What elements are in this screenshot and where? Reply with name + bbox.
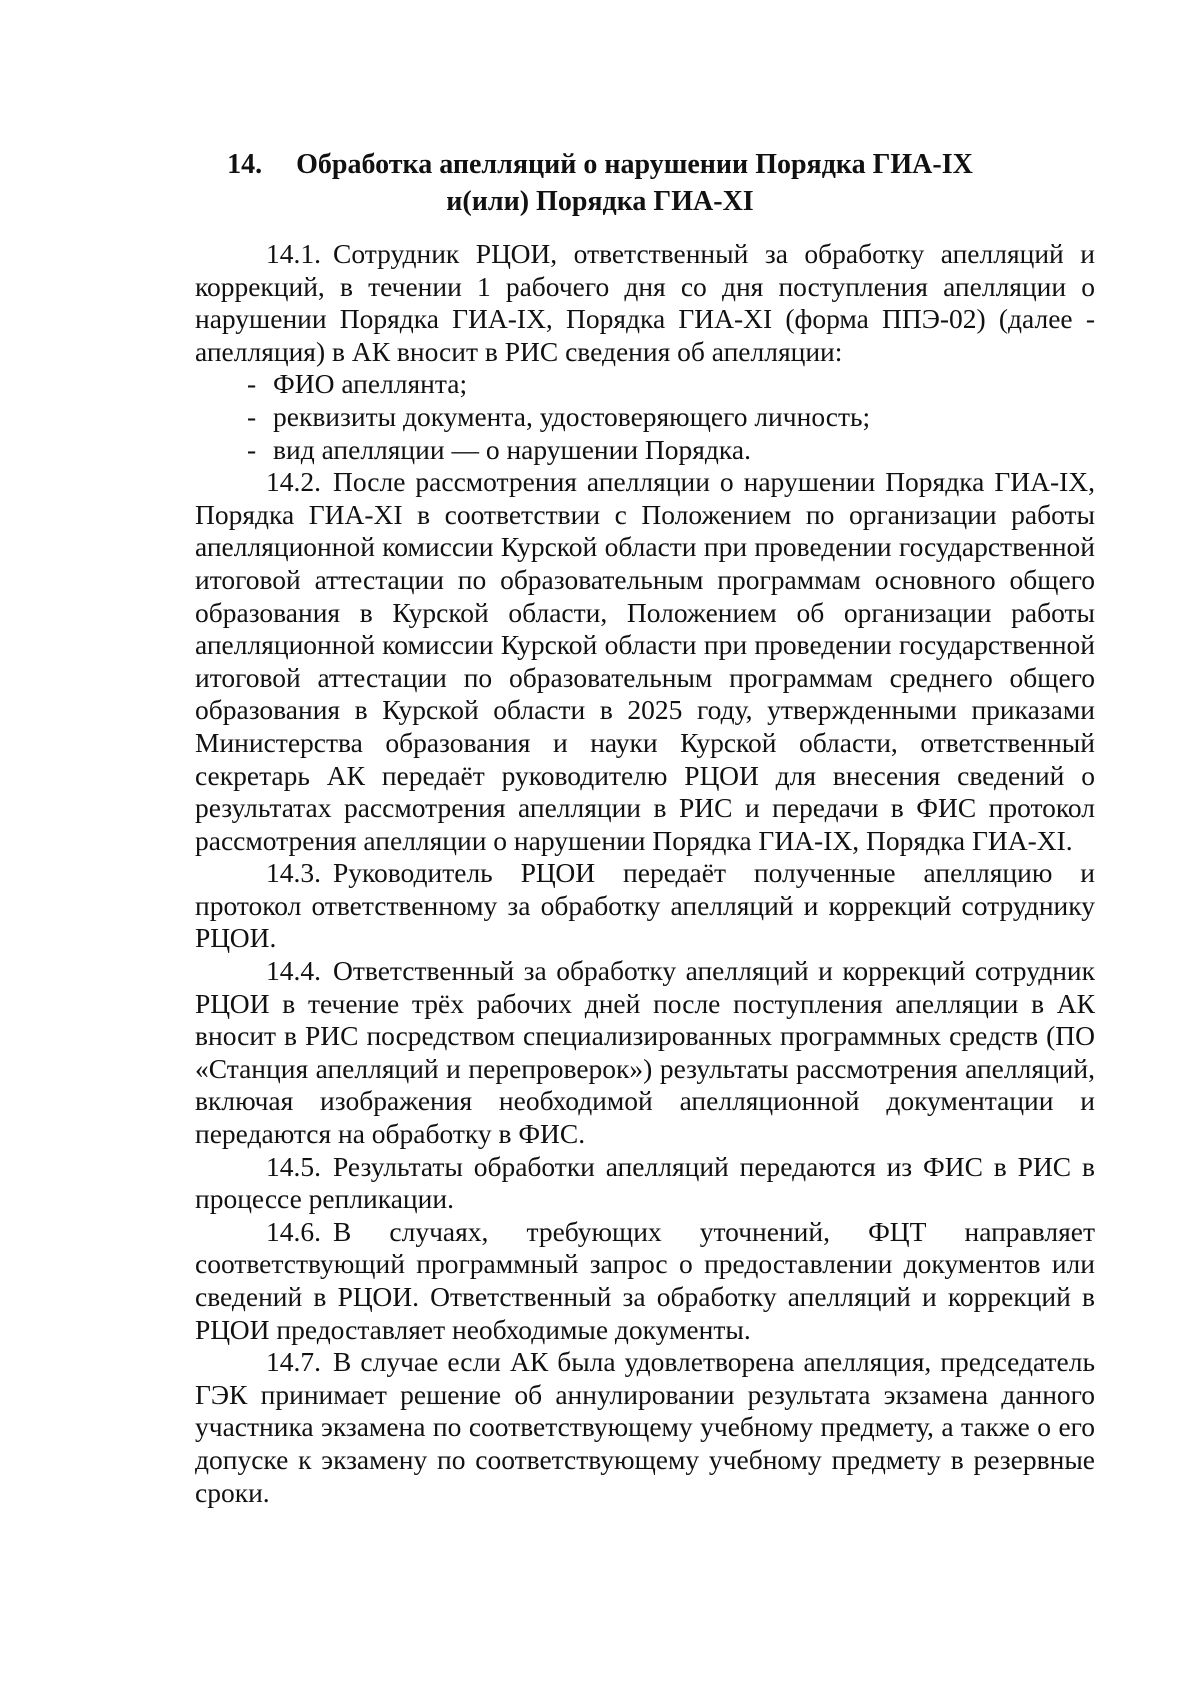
paragraph-number: 14.7. bbox=[266, 1346, 321, 1378]
appeal-info-list bbox=[195, 368, 1095, 466]
paragraph-14-3 bbox=[195, 857, 1095, 955]
heading-line-2: и(или) Порядка ГИА-XI bbox=[446, 186, 754, 217]
paragraph-text: Результаты обработки апелляций передаются из ФИС в РИС в процессе репликации. bbox=[195, 1150, 1095, 1215]
list-item: - ФИО апеллянта; bbox=[247, 368, 468, 400]
paragraph-text: После рассмотрения апелляции о нарушении Порядка ГИА-IX, Порядка ГИА-XI в соответствии с Положением по организации работы апелляционной комиссии Курской области при проведении государственной итоговой аттестации по образовательным программам основного общего образования в Курской области, Положением об организации работы апелляционной комиссии Курской области при проведении государственной итоговой аттестации по образовательным программам среднего общего образования в Курской области в 2025 году, утвержденными приказами Министерства образования и науки Курской области, ответственный секретарь АК передаёт руководителю РЦОИ для внесения сведений о результатах рассмотрения апелляции в РИС и передачи в ФИС протокол рассмотрения апелляции о нарушении Порядка ГИА-IX, Порядка ГИА-XI. bbox=[195, 466, 1095, 856]
paragraph-14-2 bbox=[195, 466, 1095, 857]
paragraph-14-6 bbox=[195, 1216, 1095, 1346]
section-heading bbox=[150, 146, 1050, 220]
paragraph-text: В случае если АК была удовлетворена апелляция, председатель ГЭК принимает решение об аннулировании результата экзамена данного участника экзамена по соответствующему учебному предмету, а также о его допуске к экзамену по соответствующему учебному предмету в резервные сроки. bbox=[195, 1346, 1095, 1508]
heading-line-1 bbox=[150, 146, 1050, 183]
paragraph-number: 14.1. bbox=[266, 238, 321, 269]
paragraph-number: 14.4. bbox=[266, 955, 321, 987]
paragraph-number: 14.3. bbox=[266, 857, 321, 889]
heading-title-1: Обработка апелляций о нарушении Порядка ГИА-IX bbox=[296, 149, 973, 180]
paragraph-text: Сотрудник РЦОИ, ответственный за обработку апелляций и коррекций, в течении 1 рабочего дня со дня поступления апелляции о нарушении Порядка ГИА-IX, Порядка ГИА-XI (форма ППЭ-02) (далее - апелляция) в АК вносит в РИС сведения об апелляции: bbox=[195, 238, 1095, 367]
paragraph-14-4 bbox=[195, 955, 1095, 1151]
list-item: - реквизиты документа, удостоверяющего личность; bbox=[247, 400, 871, 432]
heading-number: 14. bbox=[227, 149, 263, 180]
paragraph-text: Ответственный за обработку апелляций и коррекций сотрудник РЦОИ в течение трёх рабочих дней после поступления апелляции в АК вносит в РИС посредством специализированных программных средств (ПО «Станция апелляций и перепроверок») результаты рассмотрения апелляций, включая изображения необходимой апелляционной документации и передаются на обработку в ФИС. bbox=[195, 955, 1095, 1150]
paragraph-number: 14.5. bbox=[266, 1150, 321, 1182]
paragraph-number: 14.2. bbox=[266, 466, 321, 498]
paragraph-text: Руководитель РЦОИ передаёт полученные апелляцию и протокол ответственному за обработку апелляций и коррекций сотруднику РЦОИ. bbox=[195, 857, 1095, 954]
paragraph-text: В случаях, требующих уточнений, ФЦТ направляет соответствующий программный запрос о предоставлении документов или сведений в РЦОИ. Ответственный за обработку апелляций и коррекций в РЦОИ предоставляет необходимые документы. bbox=[195, 1215, 1095, 1345]
paragraph-14-7 bbox=[195, 1346, 1095, 1509]
paragraph-14-1 bbox=[195, 238, 1095, 368]
paragraph-number: 14.6. bbox=[266, 1215, 321, 1247]
list-item: - вид апелляции — о нарушении Порядка. bbox=[247, 433, 751, 465]
section-body bbox=[195, 238, 1095, 1509]
paragraph-14-5 bbox=[195, 1151, 1095, 1216]
